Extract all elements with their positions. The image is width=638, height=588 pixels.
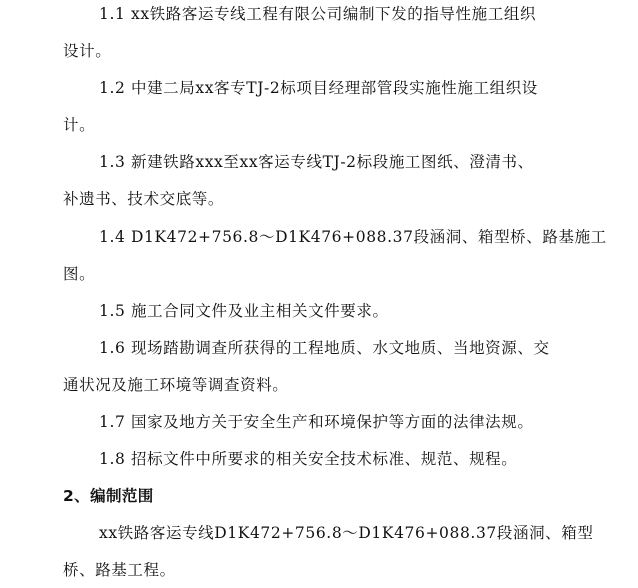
section-2-line-1: xx铁路客运专线D1K472+756.8～D1K476+088.37段涵洞、箱型 [99,524,594,542]
item-1-5-line-1: 1.5 施工合同文件及业主相关文件要求。 [99,302,389,320]
section-2-heading: 2、编制范围 [63,487,154,505]
item-1-1-line-2: 设计。 [63,42,112,60]
item-1-2-line-2: 计。 [63,116,96,134]
item-1-4-line-1: 1.4 D1K472+756.8～D1K476+088.37段涵洞、箱型桥、路基施工 [99,228,607,246]
item-1-6-line-1: 1.6 现场踏勘调查所获得的工程地质、水文地质、当地资源、交 [99,339,550,357]
item-1-3-line-1: 1.3 新建铁路xxx至xx客运专线TJ-2标段施工图纸、澄清书、 [99,153,534,171]
item-1-8-line-1: 1.8 招标文件中所要求的相关安全技术标准、规范、规程。 [99,450,518,468]
item-1-2-line-1: 1.2 中建二局xx客专TJ-2标项目经理部管段实施性施工组织设 [99,79,538,97]
item-1-6-line-2: 通状况及施工环境等调查资料。 [63,376,289,394]
item-1-3-line-2: 补遗书、技术交底等。 [63,190,225,208]
item-1-1-line-1: 1.1 xx铁路客运专线工程有限公司编制下发的指导性施工组织 [99,5,537,23]
item-1-4-line-2: 图。 [63,265,96,283]
item-1-7-line-1: 1.7 国家及地方关于安全生产和环境保护等方面的法律法规。 [99,413,534,431]
section-2-line-2: 桥、路基工程。 [63,561,176,579]
